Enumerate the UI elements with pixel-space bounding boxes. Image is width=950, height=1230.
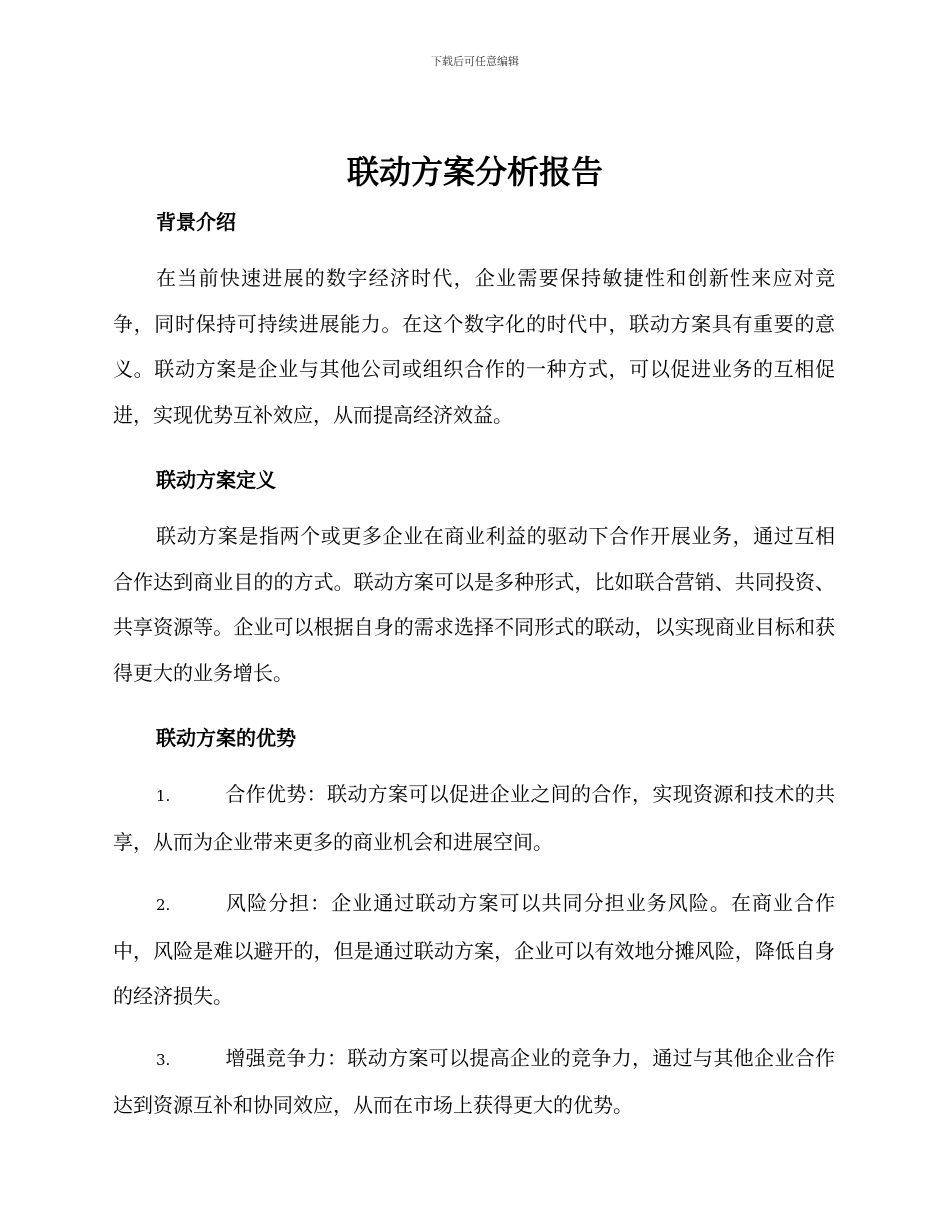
section-paragraph-definition: 联动方案是指两个或更多企业在商业利益的驱动下合作开展业务，通过互相合作达到商业目的的方式。联动方案可以是多种形式，比如联合营销、共同投资、共享资源等。企业可以根据自身的需求选择不同形式的联动，以实现商业目标和获得更大的业务增长。 <box>113 524 835 685</box>
section-heading-advantages: 联动方案的优势 <box>156 726 296 750</box>
list-item <box>113 772 835 865</box>
document-title: 联动方案分析报告 <box>346 153 603 191</box>
list-item-text: 合作优势：联动方案可以促进企业之间的合作，实现资源和技术的共享，从而为企业带来更多的商业机会和进展空间。 <box>113 782 835 854</box>
list-item-text: 风险分担：企业通过联动方案可以共同分担业务风险。在商业合作中，风险是难以避开的，但是通过联动方案，企业可以有效地分摊风险，降低自身的经济损失。 <box>113 891 835 1008</box>
document-body <box>113 200 835 1129</box>
section-heading-definition: 联动方案定义 <box>156 468 276 492</box>
section-paragraph-background: 在当前快速进展的数字经济时代，企业需要保持敏捷性和创新性来应对竞争，同时保持可持续进展能力。在这个数字化的时代中，联动方案具有重要的意义。联动方案是企业与其他公司或组织合作的一种方式，可以促进业务的互相促进，实现优势互补效应，从而提高经济效益。 <box>113 266 835 427</box>
list-item-number: 3. <box>156 1050 171 1069</box>
list-item <box>113 881 835 1020</box>
section-heading-background: 背景介绍 <box>156 210 236 234</box>
page-header-note: 下载后可任意编辑 <box>431 55 519 68</box>
list-item-number: 2. <box>156 896 171 914</box>
list-item-text: 增强竞争力：联动方案可以提高企业的竞争力，通过与其他企业合作达到资源互补和协同效应，从而在市场上获得更大的优势。 <box>113 1045 835 1117</box>
list-item <box>113 1036 835 1129</box>
list-item-number: 1. <box>156 787 171 805</box>
